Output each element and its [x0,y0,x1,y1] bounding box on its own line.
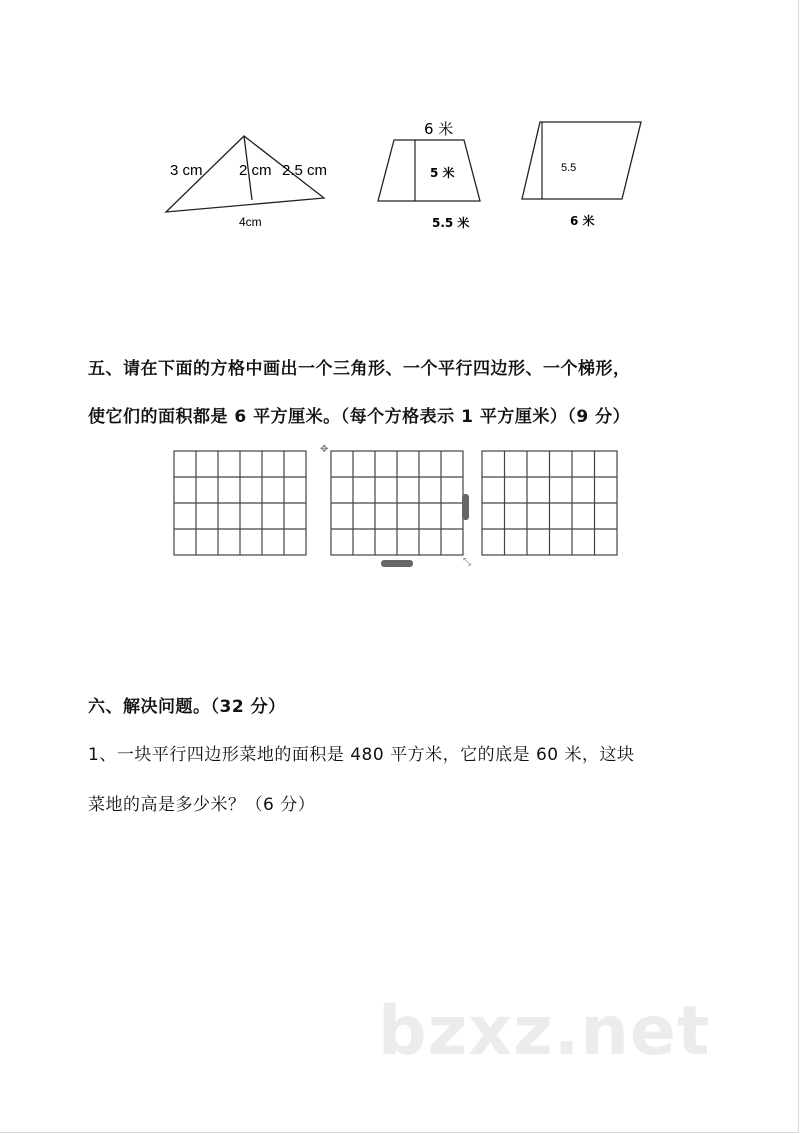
grid-1[interactable] [173,450,307,558]
triangle-base-label: 4cm [239,215,262,229]
resize-right-handle[interactable] [462,494,469,520]
trapezoid-figure [378,120,480,230]
triangle-right-label: 2.5 cm [282,162,328,179]
trapezoid-height-label: 5 米 [430,166,455,180]
resize-bottom-handle[interactable] [381,560,413,567]
section6-title: 六、解决问题。（32 分） [88,697,286,717]
trapezoid-bottom-label: 5.5 米 [432,216,470,230]
section5-title-line2: 使它们的面积都是 6 平方厘米。（每个方格表示 1 平方厘米）（9 分） [88,407,631,427]
watermark-logo: bzxz.net [378,992,711,1071]
grid-2[interactable] [330,450,464,558]
parallelogram-base-label: 6 米 [570,214,595,228]
grid-3[interactable] [481,450,619,558]
triangle-height-label: 2 cm [239,162,272,179]
triangle-figure [166,136,327,229]
question1-line2: 菜地的高是多少米？（6 分） [88,795,316,815]
trapezoid-top-label: 6 米 [424,120,454,138]
parallelogram-figure [522,122,641,228]
geometry-figures [0,100,800,250]
parallelogram-height-label: 5.5 [561,162,577,174]
triangle-left-label: 3 cm [170,162,203,179]
resize-corner-icon[interactable]: ⤡ [463,557,471,568]
section5-title-line1: 五、请在下面的方格中画出一个三角形、一个平行四边形、一个梯形， [88,359,631,379]
question1-line1: 1、一块平行四边形菜地的面积是 480 平方米，它的底是 60 米，这块 [88,745,635,765]
move-handle-icon[interactable]: ✥ [320,444,329,455]
